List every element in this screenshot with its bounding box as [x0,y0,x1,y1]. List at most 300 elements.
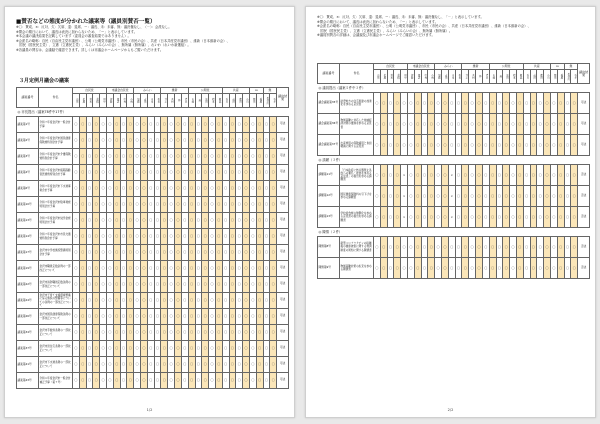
vote-cell: 〇 [544,186,551,207]
page-number: 1/2 [146,408,153,412]
vote-cell: 〇 [93,133,100,149]
bill-title: 金沢市職員定数条例の一部改正について [39,261,73,277]
vote-cell: 〇 [249,117,256,133]
column-header-member: 長谷川 [263,94,270,108]
vote-cell: 〇 [236,309,243,325]
vote-cell: 〇 [175,341,182,357]
vote-cell: 〇 [154,213,161,229]
vote-cell: 〇 [134,165,141,181]
vote-cell: 〇 [263,229,270,245]
vote-cell: 〇 [93,357,100,373]
column-header-group: 維新 [161,88,188,94]
vote-cell: 〇 [141,341,148,357]
vote-cell: 〇 [435,258,442,279]
column-header-group: みらい [435,64,462,70]
vote-cell: 〇 [489,114,496,135]
vote-cell: 〇 [442,186,449,207]
vote-cell: 〇 [107,373,114,389]
vote-cell: 〇 [168,149,175,165]
vote-cell: 〇 [181,181,188,197]
vote-cell: 〇 [73,181,80,197]
vote-cell: 〇 [120,261,127,277]
vote-cell: 〇 [476,237,483,258]
vote-cell: 〇 [408,237,415,258]
vote-cell: 〇 [127,149,134,165]
vote-cell: 〇 [229,341,236,357]
vote-cell: 〇 [181,357,188,373]
vote-cell: 〇 [134,229,141,245]
vote-cell: 〇 [421,207,428,228]
vote-cell: 〇 [222,309,229,325]
vote-cell: 〇 [134,133,141,149]
vote-cell: 〇 [134,117,141,133]
vote-cell: 〇 [168,373,175,389]
vote-cell: × [448,165,455,186]
vote-cell: 〇 [374,258,381,279]
vote-cell: 〇 [147,181,154,197]
vote-cell: 〇 [469,135,476,156]
vote-cell: 〇 [154,117,161,133]
vote-cell: 〇 [270,229,277,245]
vote-cell: 〇 [175,117,182,133]
vote-cell: 〇 [222,117,229,133]
column-header-name: 件名 [39,88,73,108]
table-row [17,309,289,325]
vote-cell: 〇 [229,181,236,197]
vote-cell: 〇 [243,357,250,373]
vote-cell: 〇 [530,237,537,258]
vote-cell: 〇 [394,93,401,114]
vote-cell: 〇 [127,165,134,181]
vote-cell: 〇 [243,293,250,309]
vote-cell: 〇 [134,325,141,341]
vote-cell: 〇 [93,245,100,261]
vote-cell: 〇 [401,135,408,156]
vote-cell: 〇 [249,325,256,341]
vote-cell: 〇 [175,325,182,341]
vote-cell: 〇 [571,93,578,114]
column-header-member: 高橋 [93,94,100,108]
vote-cell: 〇 [79,229,86,245]
vote-cell: 〇 [86,325,93,341]
vote-result: 可決 [277,213,289,229]
vote-cell: 〇 [544,135,551,156]
vote-cell: 〇 [243,117,250,133]
vote-cell: 〇 [387,114,394,135]
vote-cell: 〇 [161,133,168,149]
column-header-result: 議決結果 [277,88,289,108]
vote-cell: 〇 [79,165,86,181]
vote-cell: 〇 [73,117,80,133]
vote-cell: 〇 [263,357,270,373]
vote-cell: 〇 [168,165,175,181]
vote-cell: 〇 [476,207,483,228]
column-header-member: 岡田 [550,70,557,84]
vote-cell: 〇 [93,117,100,133]
vote-cell: 〇 [195,245,202,261]
vote-cell: 〇 [489,135,496,156]
vote-cell: 〇 [86,213,93,229]
vote-cell: 〇 [107,325,114,341]
column-header-number: 議案番号 [17,88,39,108]
vote-cell: 〇 [113,181,120,197]
vote-cell: 〇 [93,197,100,213]
table-row [17,165,289,181]
vote-cell: 〇 [249,261,256,277]
vote-cell: 〇 [236,197,243,213]
vote-cell: 〇 [222,261,229,277]
vote-cell: 〇 [188,149,195,165]
vote-cell: 〇 [195,229,202,245]
vote-cell: 〇 [100,245,107,261]
vote-cell: 〇 [195,325,202,341]
vote-cell: 〇 [408,93,415,114]
vote-cell: 〇 [270,213,277,229]
vote-cell: 〇 [107,293,114,309]
vote-cell: 〇 [161,293,168,309]
table-row [17,357,289,373]
bill-title: 金沢市営住宅条例の一部改正について [39,341,73,357]
vote-cell: 〇 [113,245,120,261]
vote-cell: 〇 [113,229,120,245]
vote-cell: 〇 [243,165,250,181]
vote-cell: 〇 [571,186,578,207]
vote-cell: 〇 [188,133,195,149]
vote-cell: 〇 [380,186,387,207]
vote-cell: 〇 [394,258,401,279]
vote-cell: 〇 [256,133,263,149]
vote-cell: 〇 [154,293,161,309]
bill-number: 議案第6号 [17,181,39,197]
bill-title: 令和７年度金沢市市民交通費特別会計予算 [39,229,73,245]
vote-cell: 〇 [175,213,182,229]
vote-cell: 〇 [503,186,510,207]
vote-cell: 〇 [120,133,127,149]
section-label: ◎ 議員提出（議案５件中３件） [318,84,590,93]
vote-cell: 〇 [181,149,188,165]
bill-title: 金沢市子育て支援環境整備に係る施設の整備等についての条例の一部改正について [39,294,71,307]
vote-cell: 〇 [73,229,80,245]
vote-cell: 〇 [550,186,557,207]
vote-cell: 〇 [120,357,127,373]
vote-cell: 〇 [229,149,236,165]
vote-cell: 〇 [229,133,236,149]
vote-cell: 〇 [455,93,462,114]
vote-cell: 〇 [188,293,195,309]
vote-cell: 〇 [263,261,270,277]
vote-cell: 〇 [202,277,209,293]
vote-cell: 〇 [127,245,134,261]
vote-cell: 〇 [202,325,209,341]
vote-cell: 〇 [188,373,195,389]
vote-cell: 〇 [222,133,229,149]
vote-cell: 〇 [195,117,202,133]
vote-cell: 〇 [564,207,571,228]
vote-cell: 〇 [249,229,256,245]
vote-cell: 〇 [428,114,435,135]
vote-cell: 〇 [222,245,229,261]
vote-cell: 〇 [120,229,127,245]
vote-cell: 〇 [209,373,216,389]
vote-cell: 〇 [270,165,277,181]
vote-cell: 〇 [523,207,530,228]
note-line: ※〇：賛成、×：反対、欠：欠席、退：退席、ー：議長、未：未審、無：議決権なし、「－」と表示しています。 [317,15,484,19]
vote-cell: 〇 [188,165,195,181]
vote-cell: 〇 [154,149,161,165]
vote-cell: 〇 [380,93,387,114]
vote-cell: 〇 [374,237,381,258]
vote-cell: 〇 [154,373,161,389]
vote-result: 否決 [578,237,590,258]
vote-cell: 〇 [215,309,222,325]
bill-number: 議案第2号 [17,133,39,149]
vote-cell: 〇 [249,213,256,229]
vote-cell: 〇 [537,237,544,258]
vote-cell: 〇 [222,149,229,165]
vote-cell: 〇 [476,135,483,156]
note-line: ※会派名の略称：自民（自由民主党市議団）、公明（公明党市議団）、市民（市民の会）、共産（日本共産党市議団）、維新（日本維新の会）、 [317,24,531,29]
vote-cell: 〇 [448,93,455,114]
vote-cell: 〇 [442,237,449,258]
table-row [17,213,289,229]
vote-cell: 〇 [188,277,195,293]
vote-cell: 〇 [530,207,537,228]
table-row [17,373,289,389]
vote-cell: 〇 [222,165,229,181]
vote-cell: 〇 [435,135,442,156]
vote-cell: 〇 [175,165,182,181]
vote-cell: 〇 [421,258,428,279]
vote-cell: 〇 [86,229,93,245]
vote-cell: 〇 [256,197,263,213]
vote-cell: 〇 [195,181,202,197]
vote-cell: 〇 [86,309,93,325]
vote-cell: 〇 [181,325,188,341]
vote-cell: 〇 [428,165,435,186]
column-header-result: 議決結果 [578,64,590,84]
vote-cell: 〇 [175,373,182,389]
vote-cell: 〇 [107,357,114,373]
table-row [17,245,289,261]
vote-cell: 〇 [557,114,564,135]
vote-cell: 〇 [93,149,100,165]
vote-cell: 〇 [107,181,114,197]
vote-cell: 〇 [188,229,195,245]
vote-cell: 〇 [421,165,428,186]
legend-notes [16,25,288,53]
vote-cell: 〇 [79,149,86,165]
vote-cell: 〇 [134,197,141,213]
vote-cell: 〇 [510,207,517,228]
vote-cell: 〇 [127,197,134,213]
vote-cell: 〇 [462,258,469,279]
vote-cell: 〇 [73,373,80,389]
vote-cell: 〇 [161,165,168,181]
bill-number: 請願第12号 [318,186,340,207]
table-row [17,341,289,357]
vote-cell: 〇 [229,325,236,341]
vote-cell: 〇 [414,135,421,156]
vote-cell: 〇 [243,133,250,149]
vote-cell: 〇 [270,181,277,197]
vote-cell: 〇 [100,117,107,133]
vote-cell: 〇 [270,341,277,357]
vote-cell: 〇 [93,341,100,357]
vote-result: 否決 [578,186,590,207]
vote-cell: 〇 [469,114,476,135]
vote-cell: 〇 [161,309,168,325]
vote-cell: 〇 [455,186,462,207]
table-row [318,186,590,207]
vote-cell: 〇 [544,93,551,114]
vote-cell: 〇 [147,149,154,165]
vote-cell: 〇 [462,165,469,186]
table-row [17,149,289,165]
vote-cell: 〇 [215,245,222,261]
vote-cell: 〇 [141,149,148,165]
vote-cell: 〇 [195,165,202,181]
vote-cell: 〇 [571,258,578,279]
vote-cell: 〇 [127,325,134,341]
vote-cell: 〇 [141,357,148,373]
column-header-group: 公明党 [188,88,222,94]
vote-cell: 〇 [236,293,243,309]
vote-cell: 〇 [489,237,496,258]
vote-cell: 〇 [154,357,161,373]
vote-cell: 〇 [202,229,209,245]
vote-cell: 〇 [141,213,148,229]
vote-cell: 〇 [79,197,86,213]
vote-cell: 〇 [100,181,107,197]
section-row [318,228,590,237]
vote-cell: 〇 [107,261,114,277]
vote-cell: 〇 [86,341,93,357]
vote-cell: 〇 [523,114,530,135]
vote-cell: 〇 [195,133,202,149]
vote-cell: 〇 [209,357,216,373]
column-header-group: 無 [263,88,277,94]
table-row [17,229,289,245]
vote-cell: 〇 [229,245,236,261]
vote-cell: 〇 [236,277,243,293]
column-header-group: ｍ [249,88,263,94]
column-header-member: 森 [195,94,202,108]
column-header-member: 田中 [401,70,408,84]
column-header-member: 井上 [161,94,168,108]
vote-cell: 〇 [496,135,503,156]
vote-cell: 〇 [120,277,127,293]
vote-cell: 〇 [195,309,202,325]
vote-cell: 〇 [100,133,107,149]
column-header-member: 山本 [147,94,154,108]
vote-cell: 〇 [127,213,134,229]
bill-number: 議案第10号 [17,197,39,213]
vote-cell: 〇 [435,186,442,207]
vote-cell: 〇 [195,261,202,277]
vote-cell: 〇 [516,237,523,258]
vote-cell: 〇 [414,93,421,114]
vote-cell: 〇 [93,261,100,277]
vote-cell: 〇 [73,325,80,341]
bill-number: 議案第41号 [17,357,39,373]
vote-cell: 〇 [141,165,148,181]
vote-cell: 〇 [503,207,510,228]
vote-cell: 〇 [222,229,229,245]
vote-cell: 〇 [380,114,387,135]
vote-result: 可決 [277,149,289,165]
vote-cell: 〇 [537,186,544,207]
column-header-member: 池田 [503,70,510,84]
column-header-member: 岡田 [249,94,256,108]
vote-cell: 〇 [134,261,141,277]
vote-cell: 〇 [249,181,256,197]
note-line: ※会派名の略称：自民（自由民主党市議団）、公明（公明党市議団）、市民（市民の会）、共産（日本共産党市議団）、維新（日本維新の会）、 [16,38,230,43]
vote-cell: 〇 [496,207,503,228]
section-subtitle: ３月定例月議会の議案 [19,78,70,84]
column-header-member: 松本 [455,70,462,84]
column-header-group: みらい [134,88,161,94]
vote-cell: 〇 [113,197,120,213]
vote-cell: 〇 [127,117,134,133]
bill-title: 金沢市下水道条例の一部改正について [39,357,73,373]
vote-cell: 〇 [243,213,250,229]
vote-cell: 〇 [236,117,243,133]
note-line: 国民（国民民主党）、立憲（立憲民主党）、みらい（みらいの会）、無所属（無所属）。 [317,28,453,33]
vote-cell: 〇 [469,237,476,258]
vote-cell: 〇 [387,207,394,228]
vote-cell: 〇 [73,213,80,229]
vote-cell: × [401,207,408,228]
vote-cell: 〇 [202,309,209,325]
vote-cell: 〇 [510,258,517,279]
vote-cell: 〇 [215,149,222,165]
bill-title: 令和６年度金沢市一般会計補正予算（第７号） [39,373,73,389]
vote-cell: 〇 [550,135,557,156]
vote-cell: 〇 [195,197,202,213]
vote-cell: 〇 [127,133,134,149]
vote-cell: 〇 [134,341,141,357]
vote-cell: 〇 [175,293,182,309]
vote-cell: 〇 [209,341,216,357]
vote-cell: 〇 [462,207,469,228]
vote-cell: 〇 [516,93,523,114]
vote-cell: 〇 [181,117,188,133]
vote-cell: 〇 [175,149,182,165]
bill-title: 新型コロナワクチンの接種後の健康被害に関する救済制度の周知に関する陳情書 [340,237,374,258]
vote-cell: 〇 [215,197,222,213]
vote-cell: 〇 [401,114,408,135]
vote-result: 可決 [578,114,590,135]
note-line: ※各議員の賛否は、会議録で確認できます。詳しくは市議会ホームページからもご覧いただけます。 [16,47,164,52]
vote-cell: 〇 [100,261,107,277]
column-header-member: 後藤 [557,70,564,84]
column-header-number: 議案番号 [318,64,340,84]
table-row [17,261,289,277]
vote-cell: 〇 [195,357,202,373]
vote-cell: 〇 [249,357,256,373]
vote-cell: 〇 [141,293,148,309]
column-header-member: 佐藤 [380,70,387,84]
vote-cell: 〇 [263,133,270,149]
vote-cell: 〇 [387,237,394,258]
vote-cell: 〇 [408,114,415,135]
vote-cell: 〇 [229,261,236,277]
vote-result: 可決 [277,277,289,293]
vote-cell: 〇 [476,165,483,186]
vote-cell: 〇 [100,277,107,293]
vote-cell: 〇 [209,325,216,341]
column-header-member: 吉田 [141,94,148,108]
